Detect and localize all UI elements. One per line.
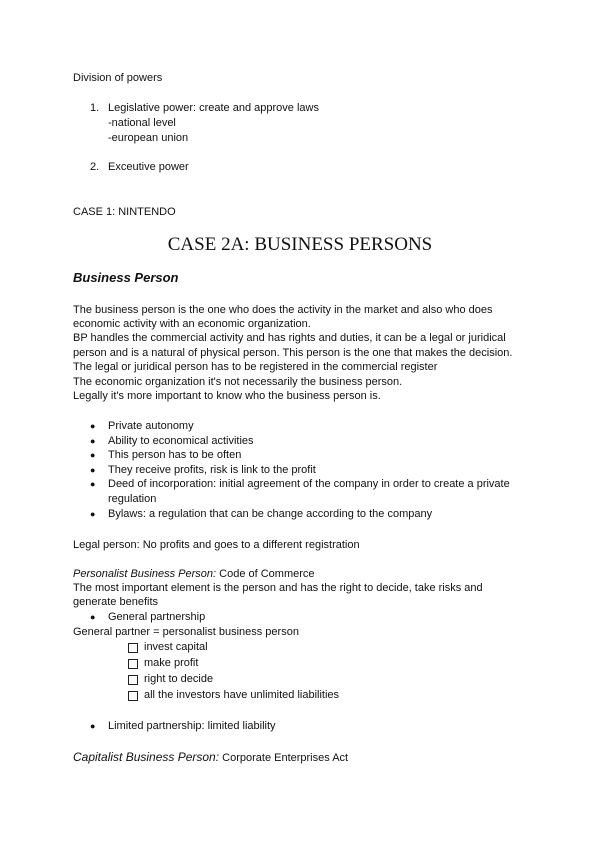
bullet-item: This person has to be often — [108, 449, 242, 461]
checkbox[interactable] — [128, 675, 138, 685]
paragraph-line: The business person is the one who does the activity in the market and also who does — [73, 304, 493, 316]
bullet-icon: ● — [90, 421, 96, 431]
bullet-continuation: regulation — [108, 493, 157, 505]
checklist-item: make profit — [144, 657, 199, 669]
checkbox[interactable] — [128, 691, 138, 701]
bullet-icon: ● — [90, 436, 96, 446]
capitalist-source: Corporate Enterprises Act — [222, 752, 349, 764]
list-item: Legislative power: create and approve laws — [108, 102, 319, 114]
checklist-item: right to decide — [144, 673, 214, 685]
paragraph-line: The economic organization it's not necessarily the business person. — [73, 376, 403, 388]
section-heading: Business Person — [73, 270, 179, 285]
capitalist-heading — [73, 750, 348, 765]
capitalist-label: Capitalist Business Person: — [73, 750, 220, 764]
bullet-item: They receive profits, risk is link to the profit — [108, 464, 316, 476]
case1-heading: CASE 1: NINTENDO — [73, 206, 176, 218]
list-number: 1. — [90, 102, 100, 114]
checkbox[interactable] — [128, 659, 138, 669]
bullet-icon: ● — [90, 479, 96, 489]
page-title: CASE 2A: BUSINESS PERSONS — [167, 234, 433, 255]
bullet-item: Ability to economical activities — [108, 435, 254, 447]
bullet-item: General partnership — [108, 611, 206, 623]
bullet-icon: ● — [90, 721, 96, 731]
bullet-icon: ● — [90, 612, 96, 622]
personalist-heading — [73, 567, 315, 581]
list-number: 2. — [90, 161, 100, 173]
division-heading: Division of powers — [73, 72, 163, 84]
bullet-item: Bylaws: a regulation that can be change according to the company — [108, 508, 433, 520]
bullet-icon: ● — [90, 509, 96, 519]
partner-line: General partner = personalist business person — [73, 626, 299, 638]
personalist-source: Code of Commerce — [219, 568, 315, 580]
paragraph-line: generate benefits — [73, 596, 159, 608]
list-item: Exceutive power — [108, 161, 189, 173]
bullet-item: Private autonomy — [108, 420, 194, 432]
bullet-item: Deed of incorporation: initial agreement of the company in order to create a private — [108, 478, 510, 490]
checklist-item: all the investors have unlimited liabilities — [144, 689, 340, 701]
list-subitem: -european union — [108, 132, 189, 144]
bullet-item: Limited partnership: limited liability — [108, 720, 276, 732]
personalist-label: Personalist Business Person: — [73, 568, 217, 580]
paragraph-line: The most important element is the person and has the right to decide, take risks and — [73, 582, 483, 594]
paragraph-line: Legally it's more important to know who the business person is. — [73, 390, 381, 402]
paragraph-line: BP handles the commercial activity and has rights and duties, it can be a legal or juridical — [73, 332, 506, 344]
checklist-item: invest capital — [144, 641, 208, 653]
list-subitem: -national level — [108, 117, 176, 129]
bullet-icon: ● — [90, 450, 96, 460]
legal-person-line: Legal person: No profits and goes to a different registration — [73, 539, 360, 551]
checkbox[interactable] — [128, 643, 138, 653]
paragraph-line: economic activity with an economic organization. — [73, 318, 311, 330]
bullet-icon: ● — [90, 465, 96, 475]
paragraph-line: The legal or juridical person has to be registered in the commercial register — [73, 361, 438, 373]
paragraph-line: person and is a natural of physical person. This person is the one that makes the decision. — [73, 347, 513, 359]
